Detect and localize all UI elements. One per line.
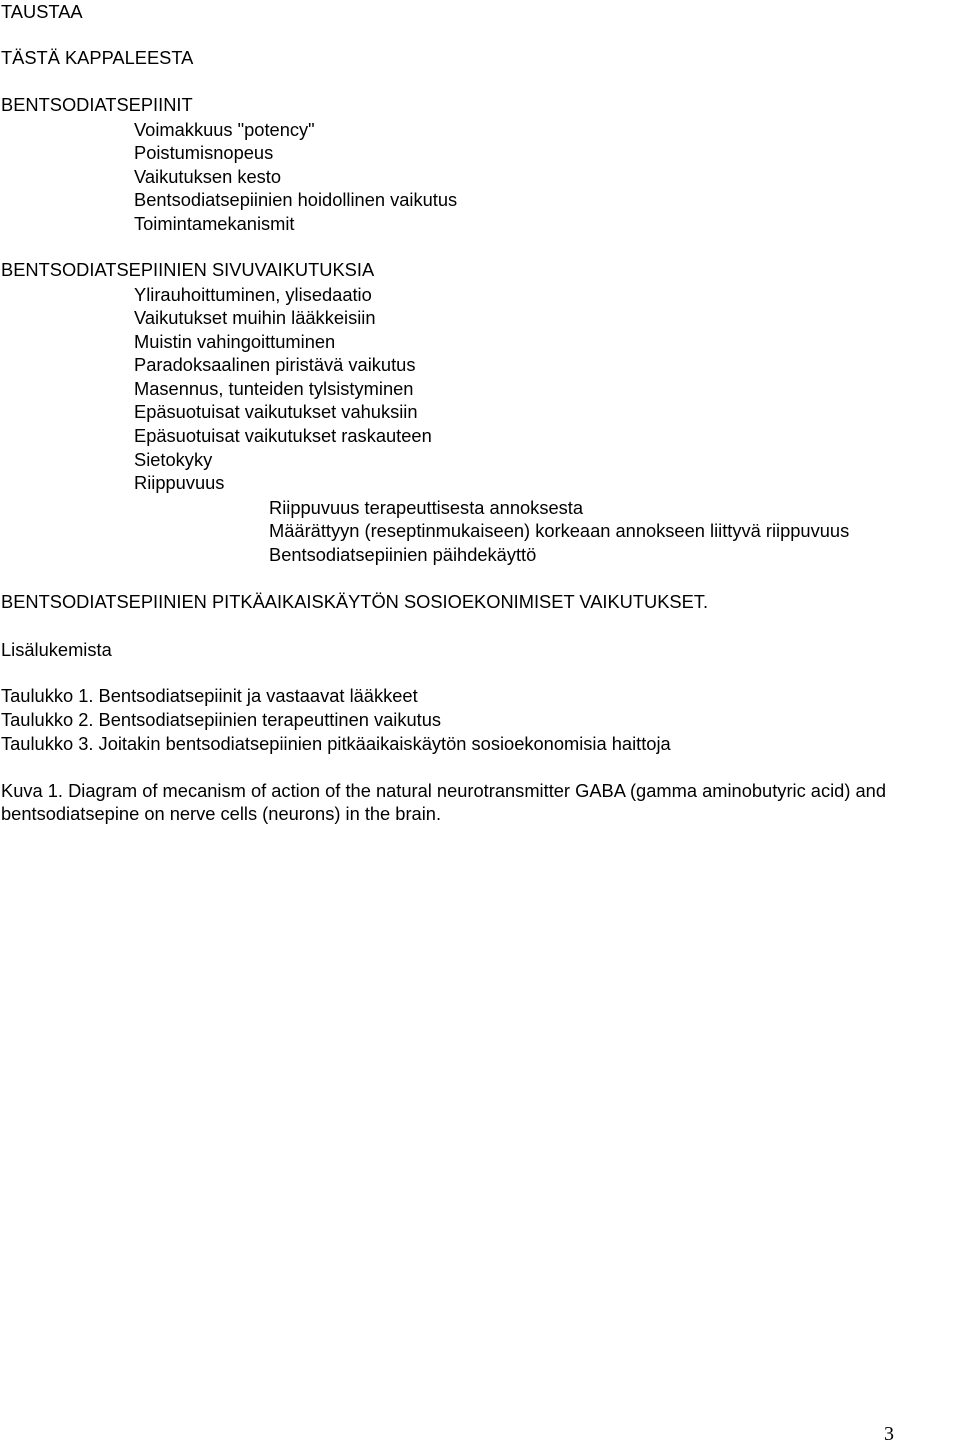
table-reference: Taulukko 2. Bentsodiatsepiinien terapeuttinen vaikutus <box>1 709 442 730</box>
section-heading-long-term-effects: BENTSODIATSEPIINIEN PITKÄAIKAISKÄYTÖN SOSIOEKONIMISET VAIKUTUKSET. <box>1 591 709 612</box>
side-effect-item: Masennus, tunteiden tylsistyminen <box>134 378 414 399</box>
figure-caption: Kuva 1. Diagram of mecanism of action of the natural neurotransmitter GABA (gamma aminobutyric acid) and bentsodiatsepine on nerve cells (neurons) in the brain. <box>1 780 887 825</box>
side-effect-item: Sietokyky <box>134 449 213 470</box>
dependence-item: Määrättyyn (reseptinmukaiseen) korkeaan annokseen liittyvä riippuvuus <box>269 520 850 541</box>
section-heading-benzodiazepines: BENTSODIATSEPIINIT <box>1 94 193 115</box>
page-number: 3 <box>884 1423 894 1445</box>
table-reference: Taulukko 3. Joitakin bentsodiatsepiinien pitkäaikaiskäytön sosioekonomisia haittoja <box>1 733 671 754</box>
section-heading-this-chapter: TÄSTÄ KAPPALEESTA <box>1 47 194 68</box>
table-reference: Taulukko 1. Bentsodiatsepiinit ja vastaavat lääkkeet <box>1 685 418 706</box>
further-reading-label: Lisälukemista <box>1 639 112 660</box>
side-effect-item: Ylirauhoittuminen, ylisedaatio <box>134 284 372 305</box>
side-effect-item: Epäsuotuisat vaikutukset vahuksiin <box>134 401 418 422</box>
side-effect-item: Riippuvuus <box>134 472 225 493</box>
benzo-item-elimination-rate: Poistumisnopeus <box>134 142 274 163</box>
benzo-item-potency: Voimakkuus "potency" <box>134 119 315 140</box>
section-heading-side-effects: BENTSODIATSEPIINIEN SIVUVAIKUTUKSIA <box>1 259 375 280</box>
benzo-item-therapeutic-effect: Bentsodiatsepiinien hoidollinen vaikutus <box>134 189 458 210</box>
dependence-item: Riippuvuus terapeuttisesta annoksesta <box>269 497 584 518</box>
side-effect-item: Vaikutukset muihin lääkkeisiin <box>134 307 376 328</box>
page-title: TAUSTAA <box>1 1 83 22</box>
dependence-item: Bentsodiatsepiinien päihdekäyttö <box>269 544 537 565</box>
side-effect-item: Paradoksaalinen piristävä vaikutus <box>134 354 416 375</box>
benzo-item-duration: Vaikutuksen kesto <box>134 166 282 187</box>
benzo-item-mechanisms: Toimintamekanismit <box>134 213 295 234</box>
side-effect-item: Epäsuotuisat vaikutukset raskauteen <box>134 425 432 446</box>
side-effect-item: Muistin vahingoittuminen <box>134 331 336 352</box>
